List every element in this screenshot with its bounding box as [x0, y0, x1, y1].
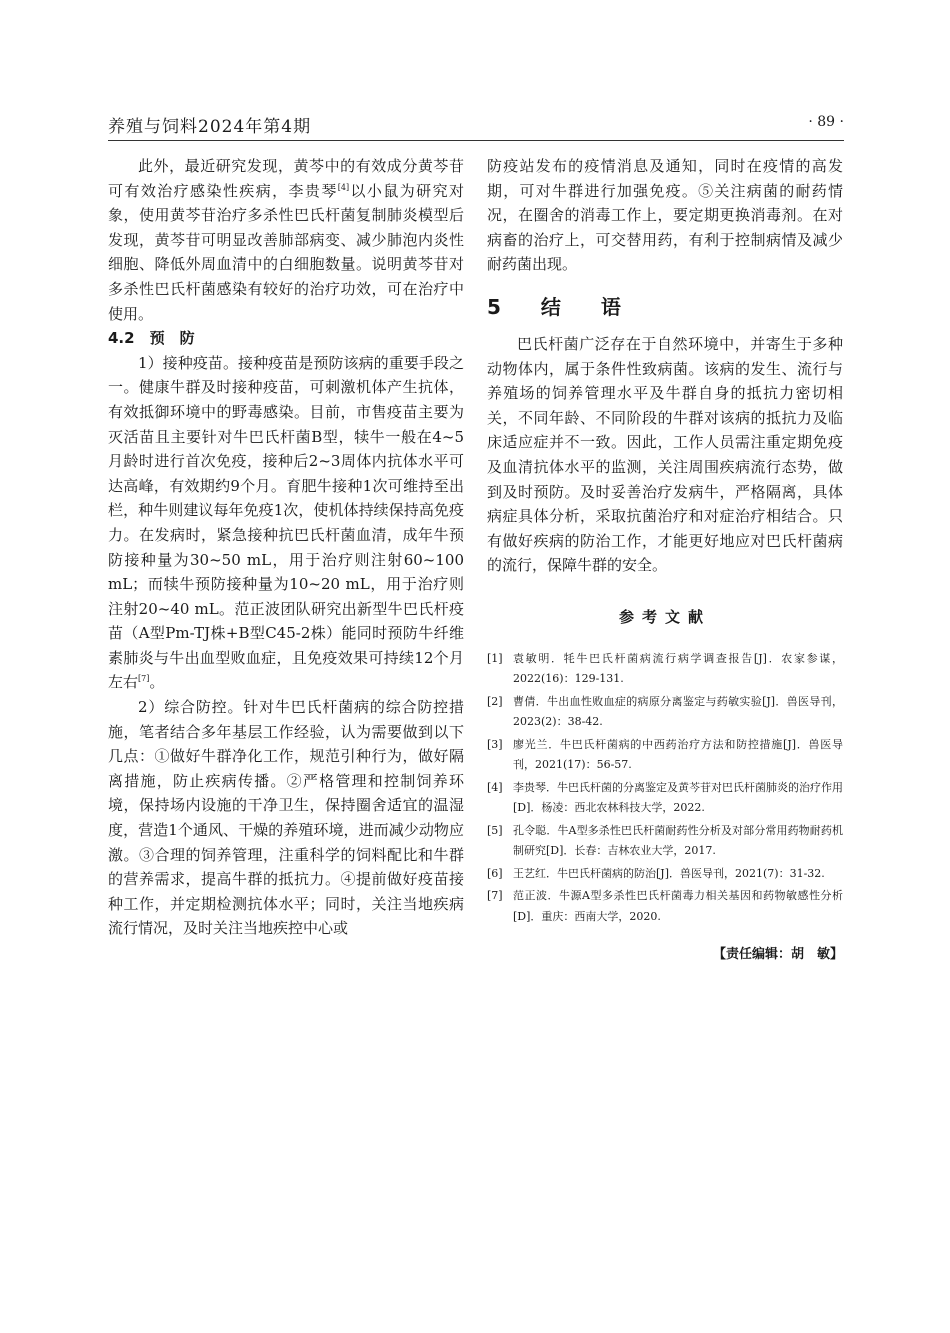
paragraph-text: 此外，最近研究发现，黄芩中的有效成分黄芩苷可有效治疗感染性疾病，李贵琴 [108, 157, 464, 200]
reference-number: [6] [487, 866, 503, 880]
reference-item [487, 886, 843, 927]
citation-ref: [7] [138, 674, 150, 684]
section-heading-5: 5 结 语 [487, 294, 631, 319]
section-heading-4-2: 4.2 预 防 [108, 329, 195, 348]
reference-item [487, 692, 843, 733]
paragraph-conclusion: 巴氏杆菌广泛存在于自然环境中，并寄生于多种动物体内，属于条件性致病菌。该病的发生、流行与养殖场的饲养管理水平及牛群自身的抵抗力密切相关，不同年龄、不同阶段的牛群对该病的抵抗力及临床适应症并不一致。因此，工作人员需注重定期免疫及血清抗体水平的监测，关注周围疾病流行态势，做到及时预防。及时妥善治疗发病牛，严格隔离，具体病症具体分析，采取抗菌治疗和对症治疗相结合。只有做好疾病的防治工作，才能更好地应对巴氏杆菌病的流行，保障牛群的安全。 [487, 334, 843, 575]
reference-item [487, 649, 843, 690]
references-heading: 参考文献 [618, 607, 711, 626]
reference-number: [1] [487, 651, 503, 665]
paragraph-huangqin [108, 154, 464, 326]
page-number: · 89 · [808, 114, 844, 130]
reference-text: 袁敏明．牦牛巴氏杆菌病流行病学调查报告[J]．农家参谋，2022(16)：129-131. [513, 651, 843, 686]
left-column [108, 154, 464, 941]
reference-item [487, 735, 843, 776]
reference-item [487, 864, 843, 885]
reference-list [487, 649, 843, 928]
reference-number: [3] [487, 737, 503, 751]
responsible-editor: 【责任编辑：胡 敏】 [712, 947, 843, 963]
reference-item [487, 821, 843, 862]
reference-number: [2] [487, 694, 503, 708]
reference-text: 范正波．牛源A型多杀性巴氏杆菌毒力相关基因和药物敏感性分析[D]．重庆：西南大学，2020. [513, 889, 843, 923]
journal-title: 养殖与饲料2024年第4期 [108, 117, 312, 137]
citation-ref: [4] [337, 182, 350, 192]
reference-text: 曹倩．牛出血性败血症的病原分离鉴定与药敏实验[J]．兽医导刊，2023(2)：38-42. [513, 694, 843, 729]
paragraph-vaccination [108, 351, 464, 695]
reference-number: [4] [487, 780, 503, 794]
reference-number: [7] [487, 889, 503, 903]
page-header [108, 112, 844, 138]
reference-number: [5] [487, 823, 503, 837]
paragraph-text: 1）接种疫苗。接种疫苗是预防该病的重要手段之一。健康牛群及时接种疫苗，可刺激机体产生抗体，有效抵御环境中的野毒感染。目前，市售疫苗主要为灭活苗且主要针对牛巴氏杆菌B型，犊牛一般在4~5月龄时进行首次免疫，接种后2~3周体内抗体水平可达高峰，有效期约9个月。育肥牛接种1次可维持至出栏，种牛则建议每年免疫1次，使机体持续保持高免疫力。在发病时，紧急接种抗巴氏杆菌血清，成年牛预防接种量为30~50 mL，用于治疗则注射60~100 mL；而犊牛预防接种量为10~20 mL，用于治疗则注射20~40 mL。范正波团队研究出新型牛巴氏杆疫苗（A型Pm-TJ株+B型C45-2株）能同时预防牛纤维素肺炎与牛出血型败血症，且免疫效果可持续12个月左右 [108, 353, 464, 692]
paragraph-continued: 防疫站发布的疫情消息及通知，同时在疫情的高发期，可对牛群进行加强免疫。⑤关注病菌的耐药情况，在圈舍的消毒工作上，要定期更换消毒剂。在对病畜的治疗上，可交替用药，有利于控制病情及减少耐药菌出现。 [487, 157, 843, 274]
reference-text: 李贵琴．牛巴氏杆菌的分离鉴定及黄芩苷对巴氏杆菌肺炎的治疗作用[D]．杨凌：西北农林科技大学，2022. [513, 780, 843, 815]
reference-text: 廖光兰．牛巴氏杆菌病的中西药治疗方法和防控措施[J]．兽医导刊，2021(17)：56-57. [513, 737, 843, 772]
paragraph-text: 。 [149, 673, 165, 692]
reference-item [487, 778, 843, 819]
right-column [487, 154, 843, 962]
reference-text: 孔令聪．牛A型多杀性巴氏杆菌耐药性分析及对部分常用药物耐药机制研究[D]．长春：吉林农业大学，2017. [513, 823, 843, 858]
header-rule [108, 140, 844, 141]
paragraph-text: 以小鼠为研究对象，使用黄芩苷治疗多杀性巴氏杆菌复制肺炎模型后发现，黄芩苷可明显改善肺部病变、减少肺泡内炎性细胞、降低外周血清中的白细胞数量。说明黄芩苷对多杀性巴氏杆菌感染有较好的治疗功效，可在治疗中使用。 [108, 181, 464, 323]
reference-text: 王艺红．牛巴氏杆菌病的防治[J]．兽医导刊，2021(7)：31-32. [513, 866, 825, 880]
paragraph-integrated-control: 2）综合防控。针对牛巴氏杆菌病的综合防控措施，笔者结合多年基层工作经验，认为需要做到以下几点：①做好牛群净化工作，规范引种行为，做好隔离措施，防止疾病传播。②严格管理和控制饲养环境，保持场内设施的干净卫生，保持圈舍适宜的温湿度，营造1个通风、干燥的养殖环境，进而减少动物应激。③合理的饲养管理，注重科学的饲料配比和牛群的营养需求，提高牛群的抵抗力。④提前做好疫苗接种工作，并定期检测抗体水平；同时，关注当地疾病流行情况，及时关注当地疾控中心或 [108, 698, 464, 938]
